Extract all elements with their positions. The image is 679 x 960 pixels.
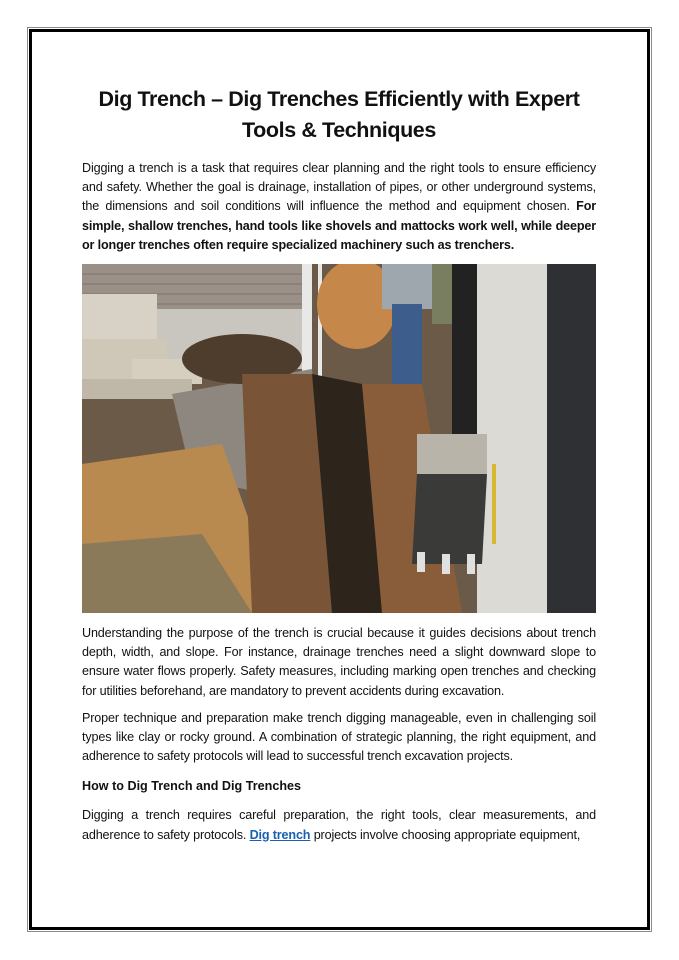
section-heading: How to Dig Trench and Dig Trenches: [82, 779, 302, 794]
trench-photo: [82, 264, 596, 613]
dig-trench-link[interactable]: Dig trench: [249, 827, 311, 842]
technique-paragraph: Proper technique and preparation make trench digging manageable, even in challenging soil types like clay or rocky ground. A combination of strategic planning, the right equipment, and adherence to safety protocols will lead to successful trench excavation projects.: [82, 710, 596, 764]
trench-photo-illustration: [82, 264, 596, 613]
section-paragraph: [82, 806, 596, 844]
intro-text: Digging a trench is a task that requires clear planning and the right tools to ensure efficiency and safety. Whether the goal is drainage, installation of pipes, or other underground systems, the dimensions and soil conditions will influence the method and equipment chosen.: [82, 161, 596, 214]
intro-paragraph: [82, 159, 596, 255]
purpose-paragraph: Understanding the purpose of the trench is crucial because it guides decisions about trench depth, width, and slope. For instance, drainage trenches need a slight downward slope to ensure water flows properly. Safety measures, including marking open trenches and checking for utilities beforehand, are mandatory to prevent accidents during excavation.: [82, 626, 596, 698]
intro-bold-text: For simple, shallow trenches, hand tools like shovels and mattocks work well, while deeper or longer trenches often require specialized machinery such as trenchers.: [82, 199, 596, 252]
page-title: Dig Trench – Dig Trenches Efficiently with Expert Tools & Techniques: [98, 87, 580, 142]
section-text-before-link: Digging a trench requires careful preparation, the right tools, clear measurements, and adherence to safety protocols.: [82, 808, 596, 842]
document-body: [82, 84, 596, 845]
section-text-after-link: projects involve choosing appropriate equipment,: [310, 827, 581, 842]
